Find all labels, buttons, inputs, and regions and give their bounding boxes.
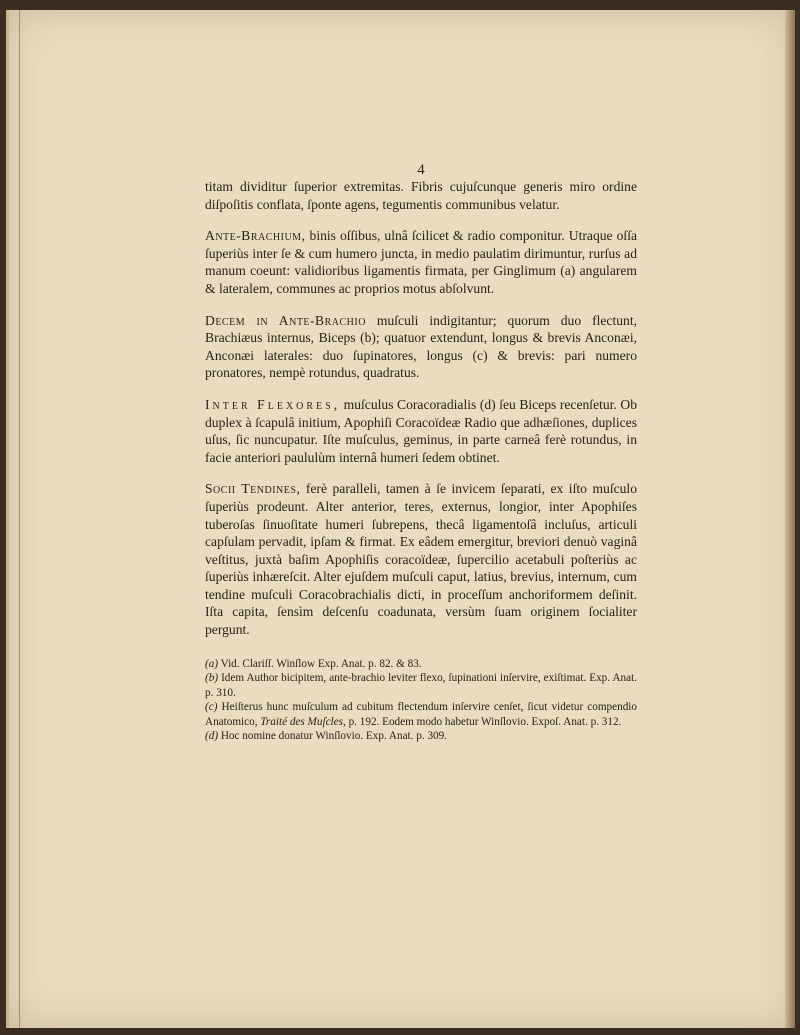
paragraph-text: muſculus Coracoradialis (d) ſeu Biceps recenſetur. Ob duplex à ſcapulâ initium, Apophiſi Coracoïdeæ Radio que adhæſiones, duplices uſus, ſic nuncupatur. Iſte muſculus, geminus, in parte carneâ ferè rotundus, in facie anteriori paululùm internâ humeri ſedem obtinet. [205,396,637,465]
footnote [205,671,637,700]
footnote-text-after: , p. 192. Eodem modo habetur Winſlovio. Expoſ. Anat. p. 312. [342,715,622,728]
page-margin-rule [19,10,20,1028]
paragraph-text: muſculi indigitantur; quorum duo flectunt, Brachiæus internus, Biceps (b); quatuor extendunt, longus & brevis Anconæi, Anconæi laterales: duo ſupinatores, longus (c) & brevis: pari numero pronatores, nempè rotundus, quadratus. [205,312,637,381]
footnote-italic-title: Traité des Muſcles [260,715,343,728]
paragraph-lead: Ante-Brachium, [205,228,306,244]
footnote [205,729,637,744]
paragraph-lead: Socii Tendines, [205,481,301,497]
paragraph-text: ferè paralleli, tamen à ſe invicem ſeparati, ex iſto muſculo ſuperiùs prodeunt. Alter anterior, teres, externus, longior, inter Apophiſes tuberoſas ſinuoſitate humeri ſubrepens, thecâ ligamentoſâ incluſus, articuli capſulam pervadit, ipſam & firmat. Ex eâdem emergitur, breviori denuò vaginâ veſtitus, juxtà baſim Apophiſis coracoïdeæ, ſupercilio acetabuli poſteriùs ac ſuperiùs inhæreſcit. Alter ejuſdem muſculi caput, latius, brevius, internum, cum tendine muſculi Coracobrachialis dicti, in proceſſum anchoriformem deſinit. Iſta capita, ſensìm deſcenſu coadunata, versùm ſuam originem ſocialiter pergunt. [205,481,637,638]
footnote [205,700,637,729]
paragraph-lead: Inter Flexores, [205,396,341,412]
paragraph-decem [205,312,637,382]
footnote-mark: (d) [205,730,219,743]
footnotes [205,657,637,744]
paragraph-inter-flexores [205,396,637,466]
footnote-text: Vid. Clariſſ. Winſlow Exp. Anat. p. 82. & 83. [220,657,422,670]
paragraph-text: titam dividitur ſuperior extremitas. Fibris cujuſcunque generis miro ordine diſpoſitis conflata, ſponte agens, tegumentis communibus velatur. [205,179,637,212]
paragraph-ante-brachium [205,227,637,297]
footnote-text: Hoc nomine donatur Winſlovio. Exp. Anat. p. 309. [220,730,448,743]
page-edge-shadow [785,10,795,1028]
footnote [205,657,637,672]
page-number: 4 [417,162,425,178]
paragraph-lead: Decem in Ante-Brachio [205,312,366,328]
footnote-mark: (c) [205,701,218,714]
footnote-mark: (a) [205,657,219,670]
paragraph-socii-tendines [205,480,637,638]
footnote-text: Heiſterus hunc muſculum ad cubitum flectendum inſervire cenſet, ſicut videtur compendio Anatomico, [205,701,638,728]
paragraph-text: binis oſſibus, ulnâ ſcilicet & radio componitur. Utraque oſſa ſuperiùs inter ſe & cum humero juncta, in medio paulatim dirimuntur, rurſus ad manum coeunt: validioribus ligamentis firmata, per Ginglimum (a) angularem & lateralem, communes ac proprios motus abſolvunt. [205,228,637,296]
page-content [205,162,637,744]
footnote-mark: (b) [205,672,219,685]
paragraph-continuation [205,178,637,213]
book-page [6,10,795,1028]
footnote-text: Idem Author bicipitem, ante-brachio leviter flexo, ſupinationi inſervire, exiſtimat. Exp. Anat. p. 310. [205,672,638,699]
